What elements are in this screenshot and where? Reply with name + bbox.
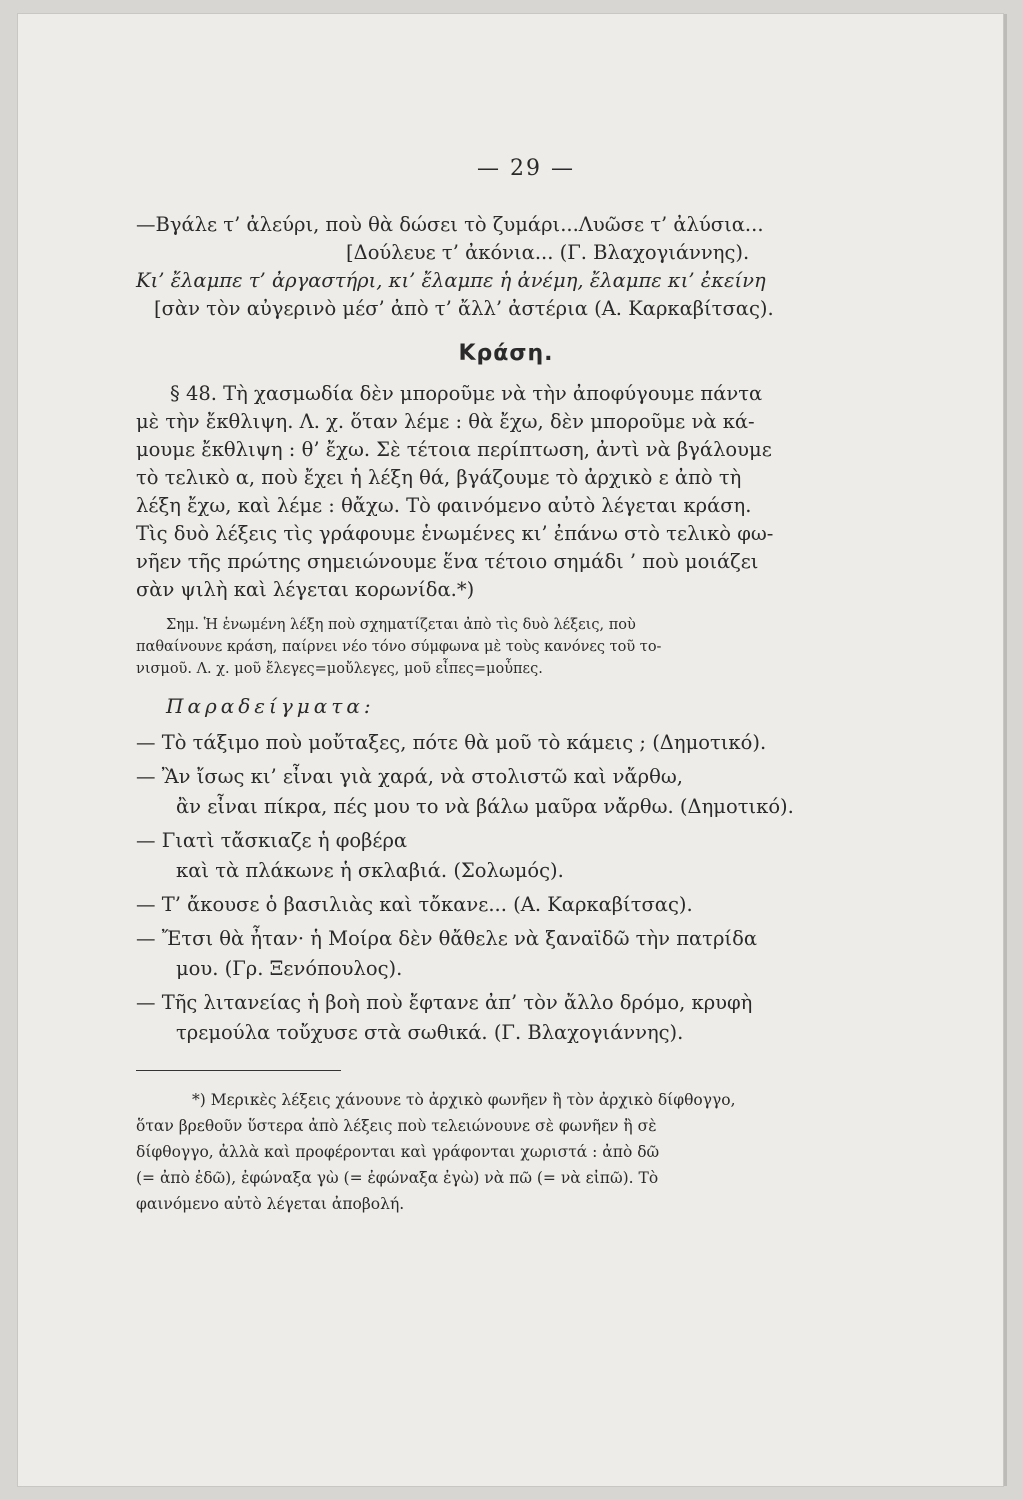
footnote-line: φαινόμενο αὐτὸ λέγεται ἀποβολή. (136, 1195, 405, 1213)
quote-line: Κι’ ἔλαμπε τ’ ἀργαστήρι, κι’ ἔλαμπε ἡ ἀνέμη, ἔλαμπε κι’ ἐκείνη (136, 269, 766, 292)
examples-list (136, 728, 876, 1048)
remark-note (136, 614, 876, 680)
example-line: — Γιατὶ τἄσκιαζε ἡ φοβέρα (136, 829, 408, 852)
paragraph-line: λέξη ἔχω, καὶ λέμε : θἄχω. Τὸ φαινόμενο αὐτὸ λέγεται κράση. (136, 494, 752, 517)
paragraph-line: νῆεν τῆς πρώτης σημειώνουμε ἕνα τέτοιο σημάδι ’ ποὺ μοιάζει (136, 550, 759, 573)
footnote-line: ὅταν βρεθοῦν ὕστερα ἀπὸ λέξεις ποὺ τελειώνουνε σὲ φωνῆεν ἢ σὲ (136, 1117, 657, 1135)
example-line: ἂν εἶναι πίκρα, πές μου το νὰ βάλω μαῦρα νἄρθω. (Δημοτικό). (176, 795, 794, 818)
note-line: παθαίνουνε κράση, παίρνει νέο τόνο σύμφωνα μὲ τοὺς κανόνες τοῦ το- (136, 639, 662, 655)
footnote (136, 1087, 876, 1217)
book-page (18, 14, 1003, 1486)
page-content (136, 156, 876, 1217)
paragraph-line: σὰν ψιλὴ καὶ λέγεται κορωνίδα.*) (136, 578, 475, 601)
example-line: — Ἔτσι θὰ ἦταν· ἡ Μοίρα δὲν θἄθελε νὰ ξαναϊδῶ τὴν πατρίδα (136, 927, 757, 950)
example-line: τρεμούλα τοὔχυσε στὰ σωθικά. (Γ. Βλαχογιάννης). (176, 1021, 684, 1044)
quote-line: —Βγάλε τ’ ἀλεύρι, ποὺ θὰ δώσει τὸ ζυμάρι...Λυῶσε τ’ ἀλύσια... (136, 213, 764, 236)
footnote-line: δίφθογγο, ἀλλὰ καὶ προφέρονται καὶ γράφονται χωριστά : ἀπὸ δῶ (136, 1143, 660, 1161)
paragraph-line: Τὶς δυὸ λέξεις τὶς γράφουμε ἑνωμένες κι’ ἐπάνω στὸ τελικὸ φω- (136, 522, 774, 545)
quote-line: [Δούλευε τ’ ἀκόνια... (Γ. Βλαχογιάννης). (346, 241, 750, 264)
paragraph-48 (136, 380, 876, 604)
footnote-line: *) Μερικὲς λέξεις χάνουνε τὸ ἀρχικὸ φωνῆεν ἢ τὸν ἀρχικὸ δίφθογγο, (192, 1091, 736, 1109)
quote-line: [σὰν τὸν αὐγερινὸ μέσ’ ἀπὸ τ’ ἄλλ’ ἀστέρια (Α. Καρκαβίτσας). (154, 297, 774, 320)
example-line: καὶ τὰ πλάκωνε ἡ σκλαβιά. (Σολωμός). (176, 859, 564, 882)
paragraph-line: μουμε ἔκθλιψη : θ’ ἔχω. Σὲ τέτοια περίπτωση, ἀντὶ νὰ βγάλουμε (136, 438, 772, 461)
page-number: — 29 — (477, 156, 575, 181)
paragraph-line: § 48. Τὴ χασμωδία δὲν μποροῦμε νὰ τὴν ἀποφύγουμε πάντα (170, 382, 763, 405)
paragraph-line: μὲ τὴν ἔκθλιψη. Λ. χ. ὅταν λέμε : θὰ ἔχω, δὲν μποροῦμε νὰ κά- (136, 410, 755, 433)
example-line: μου. (Γρ. Ξενόπουλος). (176, 957, 403, 980)
note-line: Σημ. Ἡ ἑνωμένη λέξη ποὺ σχηματίζεται ἀπὸ τὶς δυὸ λέξεις, ποὺ (166, 617, 636, 633)
example-line: — Τὸ τάξιμο ποὺ μοὔταξες, πότε θὰ μοῦ τὸ κάμεις ; (Δημοτικό). (136, 731, 767, 754)
examples-heading: Παραδείγματα: (166, 694, 375, 718)
example-line: — Ἂν ἴσως κι’ εἶναι γιὰ χαρά, νὰ στολιστῶ καὶ νἄρθω, (136, 765, 683, 788)
section-heading: Κράση. (458, 341, 554, 366)
example-line: — Τ’ ἄκουσε ὁ βασιλιὰς καὶ τὄκανε... (Α. Καρκαβίτσας). (136, 893, 693, 916)
quote-block (136, 211, 876, 323)
example-line: — Τῆς λιτανείας ἡ βοὴ ποὺ ἔφτανε ἀπ’ τὸν ἄλλο δρόμο, κρυφὴ (136, 991, 753, 1014)
paragraph-line: τὸ τελικὸ α, ποὺ ἔχει ἡ λέξη θά, βγάζουμε τὸ ἀρχικὸ ε ἀπὸ τὴ (136, 466, 742, 489)
footnote-line: (= ἀπὸ ἐδῶ), ἐφώναξα γὼ (= ἐφώναξα ἐγὼ) νὰ πῶ (= νὰ εἰπῶ). Τὸ (136, 1169, 659, 1187)
footnote-divider (136, 1070, 341, 1071)
note-line: νισμοῦ. Λ. χ. μοῦ ἔλεγες=μοὔλεγες, μοῦ εἶπες=μοὖπες. (136, 661, 543, 677)
